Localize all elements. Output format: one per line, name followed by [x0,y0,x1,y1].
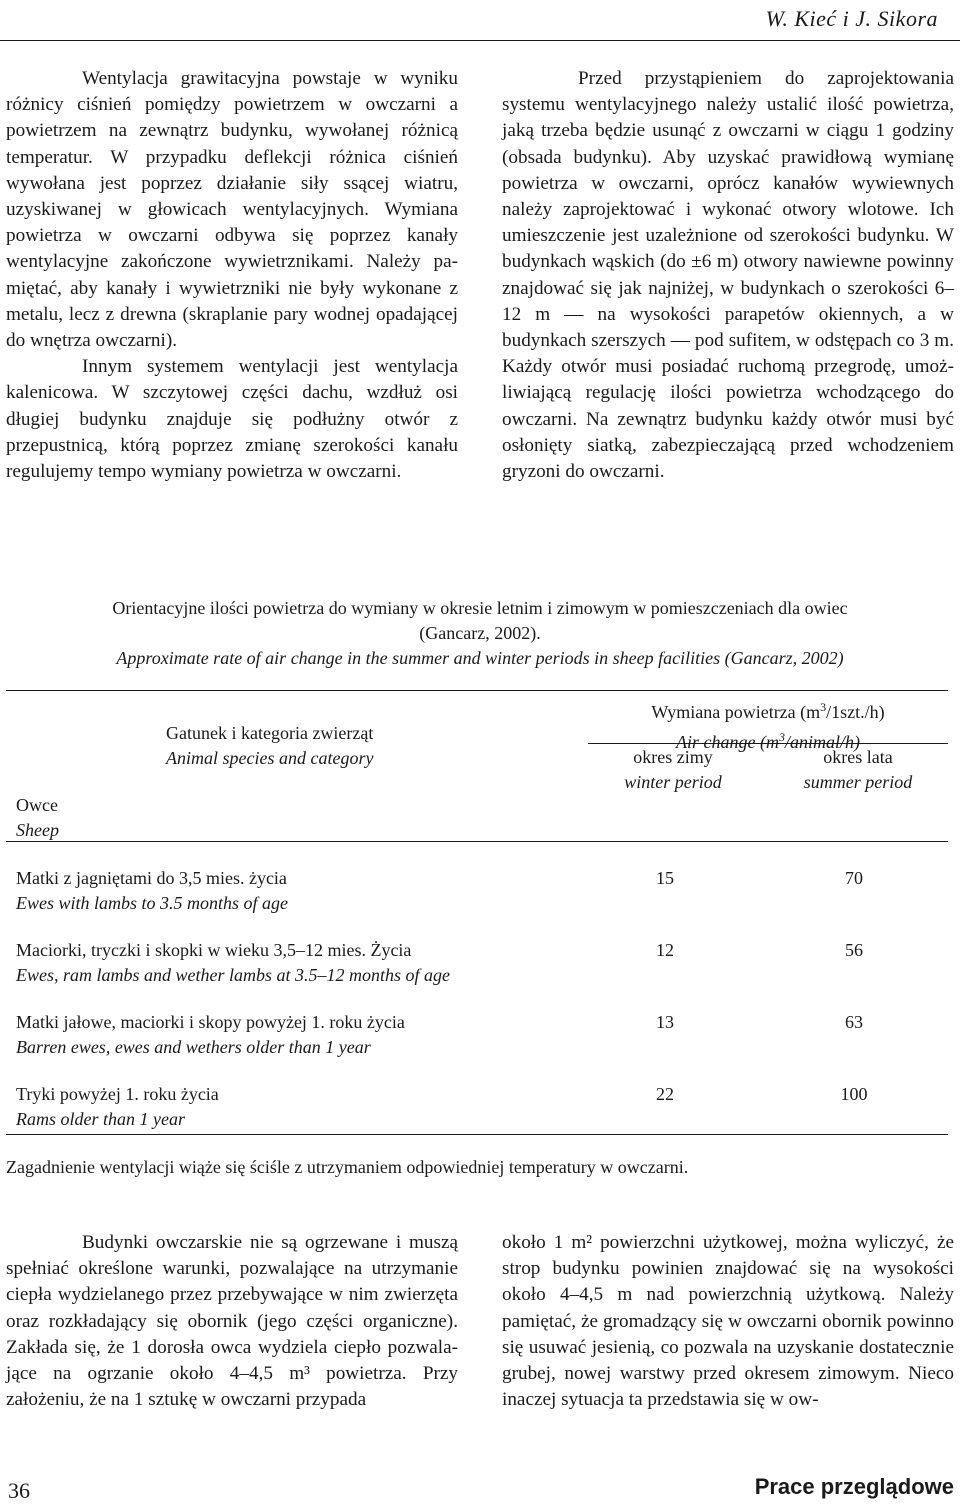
air-change-table [6,690,948,1135]
paragraph: Przed przystąpieniem do zaprojektowania systemu wentylacyjnego należy ustalić ilość powietrza, jaką trzeba będzie usunąć z owczarni w ciągu 1 godziny (obsada budynku). Aby uzyskać prawidłową wymianę powietrza w owczarni, oprócz kanałów wywiewnych należy zaprojektować i wykonać otwory wlotowe. Ich umieszczenie jest uzależnione od szerokości budynku. W budynkach wąskich (do ±6 m) otwory nawiewne powinny znajdować się jak najniżej, w budynkach o szerokości 6–12 m — na wysokości parapetów okiennych, a w budynkach szerszych — pod sufitem, w odstępach co 3 m. Każdy otwór musi posiadać ruchomą przegrodę, umożliwiającą regulację ilości powietrza wchodzącego do owczarni. Na zewnątrz budynku każdy otwór musi być osłonięty siatką, zabezpieczającą przed wchodzeniem gryzoni do owczarni. [502,68,954,483]
body-column-bottom-right [502,1230,954,1413]
row-group-label [16,793,59,843]
caption-polish-line-1: Orientacyjne ilości powietrza do wymiany w okresie letnim i zimowym w pomieszczeniach dla owiec [112,598,848,618]
body-column-bottom-left [6,1230,458,1413]
row-group-pl: Owce [16,795,58,815]
section-name: Prace przeglądowe [754,1474,954,1499]
row-label-en: Barren ewes, ewes and wethers older than 1 year [16,1037,371,1057]
col-header-species-pl: Gatunek i kategoria zwierząt [166,723,374,743]
row-label-en: Ewes with lambs to 3.5 months of age [16,893,289,913]
cell-summer: 56 [845,940,863,960]
page-number: 36 [8,1478,30,1503]
table-row-label [16,1010,405,1060]
header-inner-rule [588,743,948,744]
caption-polish-line-2: (Gancarz, 2002). [419,623,541,643]
col-header-summer [768,745,948,795]
cell-winter: 12 [656,940,674,960]
cell-summer: 100 [840,1084,868,1104]
col-header-air-pl: Wymiana powietrza $(m^3/1szt./h)$ [651,700,885,722]
paragraph: Wentylacja grawitacyjna powstaje w wyniku różnicy ciśnień pomiędzy powietrzem w owczarni a powietrzem na zewnątrz budynku, wywołanej różnicą temperatur. W przypadku deflekcji różnica ciśnień wywołana jest poprzez działanie siły ssącej wiatru, uzyskiwanej w głowicach wentylacyjnych. Wymiana powietrza w owczarni odbywa się poprzez kanały wentylacyjne zakończone wywietrznikami. Należy pamiętać, aby kanały i wywietrzniki nie były wykonane z metalu, lecz z drewna (skraplanie pary wodnej opadającej do wnętrza owczarni). [6,68,458,352]
body-column-top-right [502,66,954,485]
col-header-air-en: Air change $(m^3/animal/h)$ [676,730,860,752]
table-row-label [16,866,288,916]
row-label-en: Rams older than 1 year [16,1109,185,1129]
paragraph: około 1 m² powierzchni użytkowej, można wyliczyć, że strop budynku powinien znajdować się na wysokości około 4–4,5 m nad powierzchnią użytkową. Należy pamiętać, że gromadzący się w owczarni obornik powinno się usuwać jesienią, co pozwala na uzyskanie dostatecznie grubej, nowej warstwy przed okresem zimowym. Nieco inaczej sytuacja ta przedstawia się w ow- [502,1232,954,1411]
paragraph: Innym systemem wentylacji jest wentylacja kalenicowa. W szczytowej części dachu, wzdłuż osi długiej budynku znajduje się podłużny otwór z przepustnicą, którą poprzez zmianę szerokości kanału regulujemy tempo wymiany powietrza w owczarni. [6,356,458,483]
cell-winter: 22 [656,1084,674,1104]
col-header-summer-pl: okres lata [823,747,893,767]
row-group-en: Sheep [16,820,59,840]
caption-english: Approximate rate of air change in the summer and winter periods in sheep facilities (Gancarz, 2002) [116,648,844,668]
table-row-label [16,1082,219,1132]
col-header-species [166,721,373,771]
row-label-en: Ewes, ram lambs and wether lambs at 3.5–12 months of age [16,965,450,985]
paragraph: Budynki owczarskie nie są ogrzewane i muszą spełniać określone warunki, pozwalające na utrzymanie ciepła wydzielanego przez przebywające w nim zwierzęta oraz rozkładający się obornik (jego części organiczne). Zakłada się, że 1 dorosła owca wydziela ciepło pozwalające na ogrzanie około 4–4,5 m³ powietrza. Przy założeniu, że na 1 sztukę w owczarni przypada [6,1232,458,1411]
cell-winter: 13 [656,1012,674,1032]
cell-winter: 15 [656,868,674,888]
col-header-winter [588,745,758,795]
body-note: Zagadnienie wentylacji wiąże się ściśle z utrzymaniem odpowiedniej temperatury w owczarni. [6,1157,689,1177]
header-rule [0,40,960,41]
running-head: W. Kieć i J. Sikora [765,6,938,31]
header-rule [6,841,948,842]
table-caption [0,596,960,671]
row-label-pl: Matki z jagniętami do 3,5 mies. życia [16,868,287,888]
col-header-winter-en: winter period [624,772,722,792]
row-label-pl: Tryki powyżej 1. roku życia [16,1084,219,1104]
cell-summer: 70 [845,868,863,888]
body-column-top-left [6,66,458,485]
row-label-pl: Maciorki, tryczki i skopki w wieku 3,5–12 mies. Życia [16,940,412,960]
row-label-pl: Matki jałowe, maciorki i skopy powyżej 1. roku życia [16,1012,405,1032]
col-header-species-en: Animal species and category [166,748,374,768]
table-row-label [16,938,450,988]
col-header-winter-pl: okres zimy [633,747,713,767]
col-header-summer-en: summer period [803,772,913,792]
cell-summer: 63 [845,1012,863,1032]
